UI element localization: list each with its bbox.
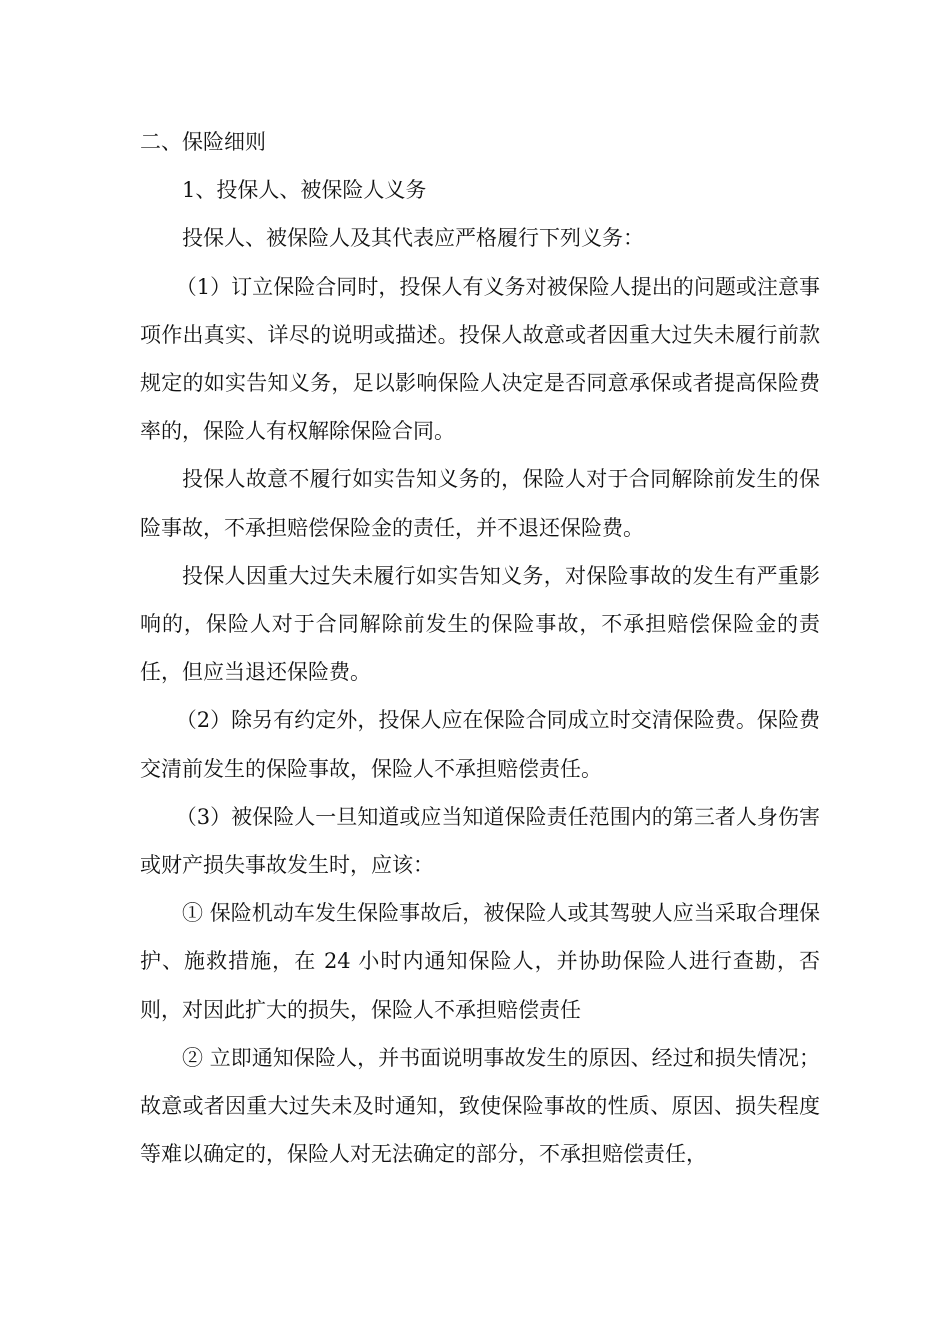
subsection-title: 1、投保人、被保险人义务 [182,178,427,203]
paragraph-gross-negligence: 投保人因重大过失未履行如实告知义务，对保险事故的发生有严重影响的，保险人对于合同解除前发生的保险事故，不承担赔偿保险金的责任，但应当退还保险费。 [140,563,820,685]
paragraph-intentional-nondisclosure: 投保人故意不履行如实告知义务的，保险人对于合同解除前发生的保险事故，不承担赔偿保险金的责任，并不退还保险费。 [140,467,820,540]
paragraph-obligations-intro: 投保人、被保险人及其代表应严格履行下列义务： [182,226,644,251]
paragraph-circled-2: ② 立即通知保险人，并书面说明事故发生的原因、经过和损失情况；故意或者因重大过失未及时通知，致使保险事故的性质、原因、损失程度等难以确定的，保险人对无法确定的部分，不承担赔偿责任， [140,1045,820,1167]
document-body [140,118,820,1178]
paragraph-circled-1: ① 保险机动车发生保险事故后，被保险人或其驾驶人应当采取合理保护、施救措施，在 24 小时内通知保险人，并协助保险人进行查勘，否则，对因此扩大的损失，保险人不承担赔偿责任 [140,901,820,1022]
paragraph-item-1: （1）订立保险合同时，投保人有义务对被保险人提出的问题或注意事项作出真实、详尽的说明或描述。投保人故意或者因重大过失未履行前款规定的如实告知义务，足以影响保险人决定是否同意承保或者提高保险费率的，保险人有权解除保险合同。 [140,274,820,444]
section-title: 二、保险细则 [140,130,266,154]
paragraph-item-2: （2）除另有约定外，投保人应在保险合同成立时交清保险费。保险费交清前发生的保险事故，保险人不承担赔偿责任。 [140,708,820,781]
paragraph-item-3: （3）被保险人一旦知道或应当知道保险责任范围内的第三者人身伤害或财产损失事故发生时，应该： [140,804,820,878]
